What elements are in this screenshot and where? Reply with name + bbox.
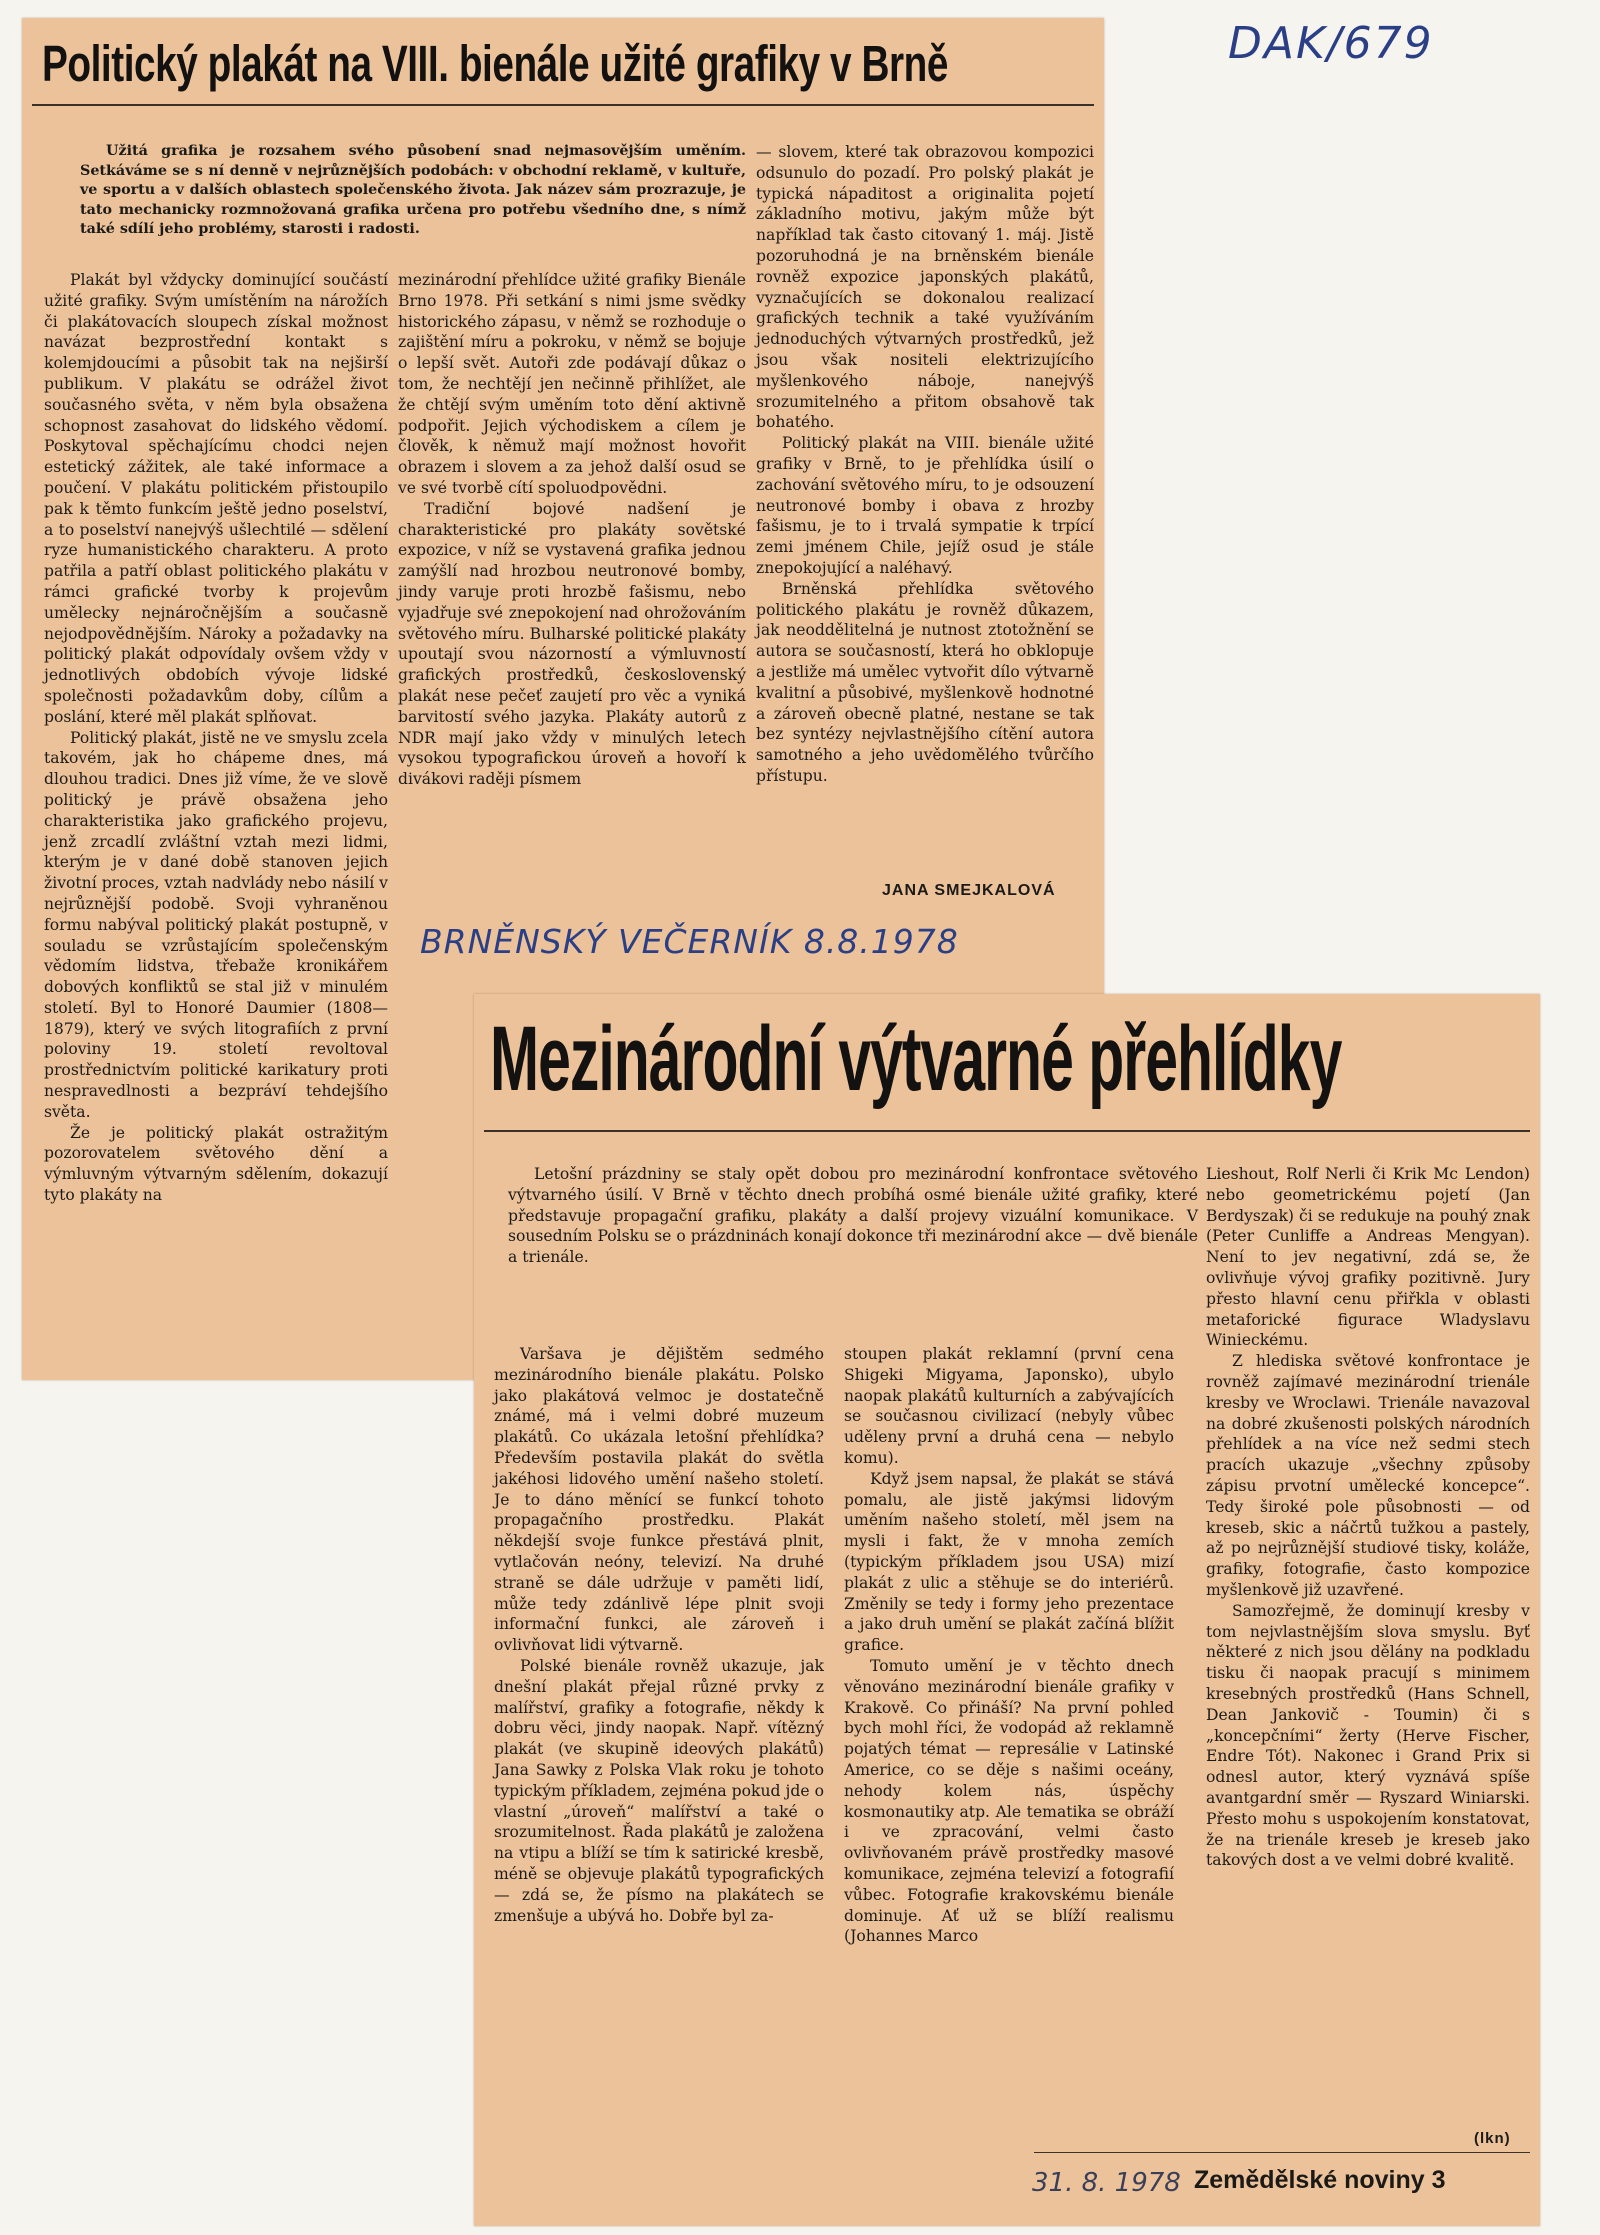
lead-paragraph: Užitá grafika je rozsahem svého působení snad nejmasovějším uměním. Setkáváme se s ní denně v nejrůznějších podobách: v obchodní reklamě, v kultuře, ve sportu a v dalších oblastech společenského života. Jak název sám prozrazuje, je tato mechanicky rozmnožovaná grafika určena pro potřebu všedního dne, s nímž také sdílí jeho problémy, starosti i radosti.	[80, 143, 746, 238]
paragraph: mezinárodní přehlídce užité grafiky Bienále Brno 1978. Při setkání s nimi jsme svědky historického zápasu, v němž se rozhoduje o zajištění míru a pokroku, v němž se bojuje o lepší svět. Autoři zde podávají důkaz o tom, že nechtějí jen nečinně přihlížet, ale že chtějí svým uměním toto dění aktivně podpořit. Jejich východiskem a cílem je člověk, k němuž mají možnost hovořit obrazem i slovem a za jehož další osud se ve své tvorbě cítí spoluodpovědni.	[398, 271, 746, 497]
archive-reference: DAK/679	[1228, 18, 1434, 69]
paragraph: Lieshout, Rolf Nerli či Krik Mc Lendon) nebo geometrickému pojetí (Jan Berdyszak) či se redukuje na pouhý znak (Peter Cunliffe a Andreas Mengyan). Není to jev negativní, zdá se, že ovlivňuje vývoj grafiky pozitivně. Jury přesto hlavní cenu přiřkla v oblasti metaforické figurace Wladyslavu Winieckému.	[1206, 1165, 1530, 1350]
paragraph: Že je politický plakát ostražitým pozorovatelem světového dění a výmluvným výtvarným sdělením, dokazují tyto plakáty na	[44, 1123, 388, 1205]
paragraph: Politický plakát, jistě ne ve smyslu zcela takovém, jak ho chápeme dnes, má dlouhou tradici. Dnes již víme, že ve slově politický je právě obsažena jeho charakteristika jako grafického projevu, jenž zrcadlí zvláštní vztah mezi lidmi, kterým je v dané době stanoven jejich životní proces, vztah nadvlády nebo násilí v nejrůznější podobě. Svoji vyhraněnou formu nabýval politický plakát postupně, v souladu se vzrůstajícím společenským vědomím lidstva, třebaže kronikářem dobových konfliktů se stal již v minulém století. Byl to Honoré Daumier (1808—1879), který ve svých litografiích z první poloviny 19. století revoltoval prostřednictvím politické karikatury proti nespravedlnosti a bezpráví tehdejšího světa.	[44, 728, 388, 1121]
article1-signature: JANA SMEJKALOVÁ	[882, 882, 1056, 899]
article1-column-1	[44, 270, 388, 1206]
paragraph: Tradiční bojové nadšení je charakteristické pro plakáty sovětské expozice, v níž se vystavená grafika jednou zamýšlí nad hrozbou neutronové bomby, jindy varuje proti hrozbě fašismu, nebo vyjadřuje své znepokojení nad ohrožováním světového míru. Bulharské politické plakáty upoutají svou názorností a výmluvností grafických prostředků, československý plakát nese pečeť zaujetí pro věc a vyniká barvitostí svého jazyka. Plakáty autorů z NDR mají jako vždy v minulých letech vysokou typografickou úroveň a hovoří k divákovi raději písmem	[398, 499, 746, 789]
title-rule	[32, 104, 1094, 106]
paragraph: — slovem, které tak obrazovou kompozici odsunulo do pozadí. Pro polský plakát je typická nápaditost a originalita pojetí základního motivu, jakým může být například tak často citovaný 1. máj. Jistě pozoruhodná je na brněnském bienále rovněž expozice japonských plakátů, vyznačujících se dokonalou realizací grafických technik a také využíváním jednoduchých výtvarných prostředků, jež jsou však nositeli elektrizujícího myšlenkového náboje, nanejvýš srozumitelného a přitom obsahově tak bohatého.	[756, 143, 1094, 432]
article2-column-1	[494, 1344, 824, 1926]
clipping-international-exhibitions	[474, 994, 1540, 2226]
paragraph: Polské bienále rovněž ukazuje, jak dnešní plakát přejal různé prvky z malířství, grafiky a fotografie, někdy k dobru věci, jindy naopak. Např. vítězný plakát (ve skupině ideových plakátů) Jana Sawky z Polska Vlak roku je tohoto typickým příkladem, zejména pokud jde o vlastní „úroveň“ malířství a také o srozumitelnost. Řada plakátů je založena na vtipu a blíží se tím k satirické kresbě, méně se objevuje plakátů typografických — zdá se, že písmo na plakátech se zmenšuje a ubývá ho. Dobře byl za-	[494, 1656, 824, 1925]
article2-signature: (lkn)	[1474, 2130, 1511, 2147]
footer-rule	[1034, 2152, 1530, 2153]
paragraph: Samozřejmě, že dominují kresby v tom nejvlastnějším slova smyslu. Byť některé z nich jsou dělány na podkladu tisku či naopak pracují s minimem kresebných prostředků (Hans Schnell, Dean Jankovič - Toumin) či s „koncepčními“ žerty (Herve Fischer, Endre Tót). Nakonec i Grand Prix si odnesl autor, který vyznává spíše avantgardní směr — Ryszard Winiarski. Přesto mohu s uspokojením konstatovat, že na trienále kreseb je kreseb jako takových dost a ve velmi dobré kvalitě.	[1206, 1601, 1530, 1870]
article1-lead	[80, 142, 746, 240]
article2-column-2	[844, 1344, 1174, 1947]
paragraph: Brněnská přehlídka světového politického plakátu je rovněž důkazem, jak neoddělitelná je nutnost ztotožnění se autora se současností, která ho obklopuje a jestliže má umělec vytvořit dílo výtvarně kvalitní a působivé, myšlenkově hodnotné a zároveň obecně platné, nestane se tak bez syntézy nejvlastnějšího cítění autora samotného a jeho uvědomělého tvůrčího přístupu.	[756, 579, 1094, 785]
paragraph: Varšava je dějištěm sedmého mezinárodního bienále plakátu. Polsko jako plakátová velmoc je dostatečně známé, má i velmi dobré muzeum plakátů. Co ukázala letošní přehlídka? Především postavila plakát do světla jakéhosi lidového umění našeho století. Je to dáno měnící se funkcí tohoto propagačního prostředku. Plakát někdejší svoje funkce přestává plnit, vytlačován neóny, televizí. Na druhé straně se dále udržuje v paměti lidí, může tedy zdánlivě lépe plnit svoji informační funkci, ale zároveň i ovlivňovat lidi výtvarně.	[494, 1345, 824, 1655]
article2-column-3	[1206, 1164, 1530, 1871]
title-rule	[484, 1130, 1530, 1132]
newspaper-footer: Zemědělské noviny 3	[1194, 2166, 1446, 2194]
article1-column-3	[756, 142, 1094, 787]
paragraph: Plakát byl vždycky dominující součástí užité grafiky. Svým umístěním na nárožích či plakátovacích sloupech získal možnost navázat bezprostřední kontakt s kolemjdoucími a působit tak na nejširší publikum. V plakátu se odrážel život současného světa, v něm byla obsažena schopnost zasahovat do lidského vědomí. Poskytoval spěchajícímu chodci nejen estetický zážitek, ale také informace a poučení. V plakátu politickém přistoupilo pak k těmto funkcím ještě jedno poselství, a to poselství nanejvýš ušlechtilé — sdělení ryze humanistického charakteru. A proto patřila a patří oblast politického plakátu v rámci grafické tvorby k projevům umělecky nejnáročnějším a současně nejodpovědnějším. Nároky a požadavky na politický plakát odpovídaly ovšem vždy v jednotlivých obdobích vývoje lidské společnosti požadavkům doby, cílům a poslání, které měl plakát splňovat.	[44, 271, 388, 726]
article1-title: Politický plakát na VIII. bienále užité grafiky v Brně	[42, 35, 948, 92]
paragraph: stoupen plakát reklamní (první cena Shigeki Migyama, Japonsko), ubylo naopak plakátů kulturních a zabývajících se současnou civilizací (nebyly vůbec uděleny první a druhá cena — nebylo komu).	[844, 1345, 1174, 1467]
article1-column-2	[398, 270, 746, 790]
paragraph: Politický plakát na VIII. bienále užité grafiky v Brně, to je přehlídka úsilí o zachování světového míru, to je odsouzení neutronové bomby i obava z hrozby fašismu, je to i trvalá sympatie k trpící zemi jménem Chile, jejíž osud je stále znepokojující a naléhavý.	[756, 434, 1094, 577]
handwritten-source-note: BRNĚNSKÝ VEČERNÍK 8.8.1978	[420, 922, 959, 961]
paragraph: Tomuto umění je v těchto dnech věnováno mezinárodní bienále grafiky v Krakově. Co přináší? Na první pohled bych mohl říci, že vodopád až reklamně pojatých témat — represálie v Latinské Americe, co se děje s našimi oceány, nehody kolem nás, úspěchy kosmonautiky atp. Ale tematika se obráží i ve zpracování, velmi často ovlivňovaném právě prostředky masové komunikace, zejména televizí a fotografií vůbec. Fotografie krakovskému bienále dominuje. Ať už se blíží realismu (Johannes Marco	[844, 1656, 1174, 1946]
article2-title: Mezinárodní výtvarné přehlídky	[490, 1008, 1342, 1110]
paragraph: Z hlediska světové konfrontace je rovněž zajímavé mezinárodní trienále kresby ve Wroclawi. Trienále navazoval na dobré zkušenosti polských národních přehlídek a na více než sedmi stech pracích ukazuje „všechny způsoby zápisu prvotní umělecké koncepce“. Tedy široké pole působnosti — od kreseb, skic a náčrtů tužkou a pastely, až po nejrůznější studiové tisky, koláže, grafiky, fotografie, často kompozice myšlenkově již uzavřené.	[1206, 1352, 1530, 1599]
handwritten-date: 31. 8. 1978	[1032, 2168, 1181, 2198]
lead-paragraph: Letošní prázdniny se staly opět dobou pro mezinárodní konfrontace světového výtvarného úsilí. V Brně v těchto dnech probíhá osmé bienále užité grafiky, které představuje propagační grafiku, plakáty a další projevy vizuální komunikace. V sousedním Polsku se o prázdninách konají dokonce tři mezinárodní akce — dvě bienále a trienále.	[508, 1165, 1198, 1267]
paragraph: Když jsem napsal, že plakát se stává pomalu, ale jistě jakýmsi lidovým uměním našeho století, měl jsem na mysli i fakt, že v mnoha zemích (typickým příkladem jsou USA) mizí plakát z ulic a stěhuje se do interiérů. Změnily se tedy i formy jeho prezentace a jako druh umění se plakát začíná blížit grafice.	[844, 1469, 1174, 1655]
article2-lead	[508, 1164, 1198, 1268]
